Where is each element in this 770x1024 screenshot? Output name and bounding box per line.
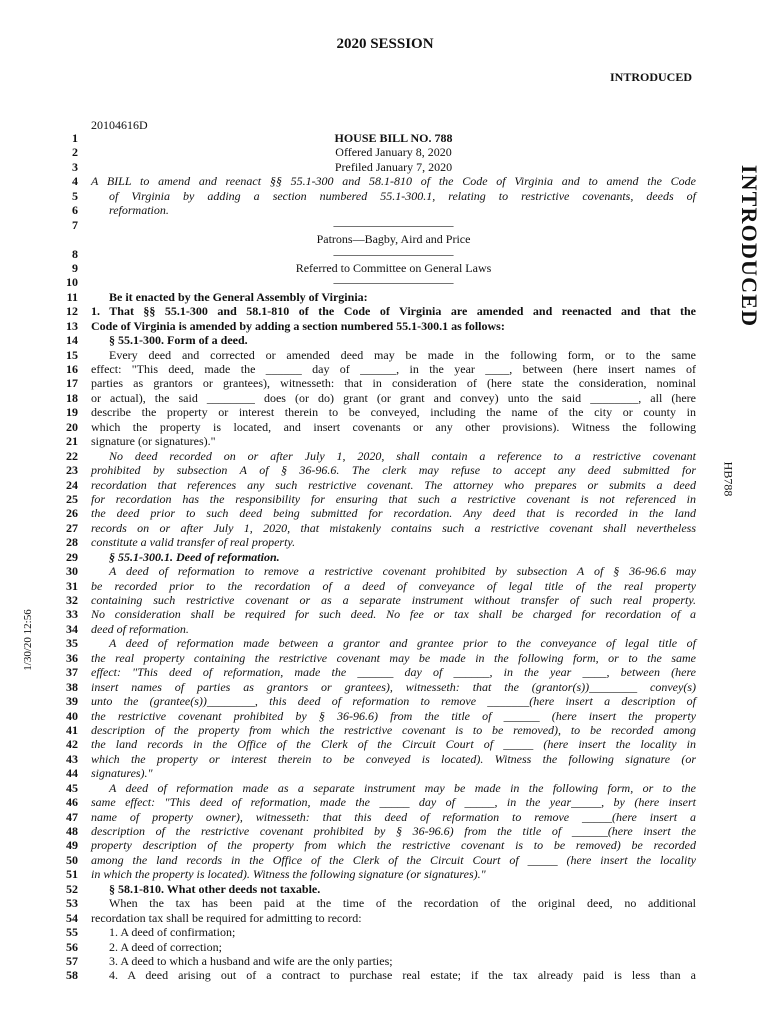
line-text: ——————————	[333, 246, 454, 261]
bill-text-body	[0, 131, 770, 983]
line-text: be recorded prior to the recordation of a deed of conveyance of legal title of the real property	[91, 578, 696, 593]
line-text: the restrictive covenant prohibited by § 36-96.6) from the title of ______ (here insert the property	[91, 708, 696, 723]
bill-line	[0, 247, 770, 261]
bill-line	[0, 680, 770, 694]
line-text: § 58.1-810. What other deeds not taxable.	[109, 881, 321, 896]
line-number: 7	[72, 217, 78, 232]
line-text: name of property owner), witnesseth: that this deed of reformation to remove _____(here insert a	[91, 809, 696, 824]
bill-line	[0, 275, 770, 289]
line-number: 39	[66, 694, 78, 709]
line-text: among the land records in the Office of the Clerk of the Circuit Court of _____ (here insert the locality	[91, 852, 696, 867]
bill-line	[0, 896, 770, 910]
line-number: 9	[72, 260, 78, 275]
line-number: 20	[66, 419, 78, 434]
line-number: 23	[66, 463, 78, 478]
bill-line	[0, 781, 770, 795]
line-number: 27	[66, 520, 78, 535]
bill-line	[0, 463, 770, 477]
bill-line	[0, 766, 770, 780]
line-text: constitute a valid transfer of real property.	[91, 535, 296, 550]
line-text: No deed recorded on or after July 1, 2020, shall contain a reference to a restrictive covenant	[109, 448, 696, 463]
line-number: 11	[66, 289, 78, 304]
line-text: Be it enacted by the General Assembly of Virginia:	[109, 289, 368, 304]
bill-line	[0, 838, 770, 852]
line-text: § 55.1-300. Form of a deed.	[109, 333, 248, 348]
line-number: 21	[66, 434, 78, 449]
bill-line	[0, 362, 770, 376]
bill-line	[0, 564, 770, 578]
bill-line	[0, 723, 770, 737]
bill-line	[0, 550, 770, 564]
bill-line	[0, 218, 770, 232]
line-text: 1. That §§ 55.1-300 and 58.1-810 of the Code of Virginia are amended and reenacted and that the	[91, 304, 696, 319]
line-number: 10	[66, 275, 78, 290]
line-number: 47	[66, 809, 78, 824]
line-text: recordation that references any such restrictive covenant. The attorney who prepares or submits a deed	[91, 477, 696, 492]
line-number: 55	[66, 925, 78, 940]
line-number: 13	[66, 318, 78, 333]
line-text: which the property is located, and insert covenants or any other provisions). Witness the following	[91, 419, 696, 434]
bill-line	[0, 954, 770, 968]
line-number: 51	[66, 867, 78, 882]
bill-reference-text: HB788	[721, 461, 736, 497]
bill-line	[0, 651, 770, 665]
line-text: recordation tax shall be required for admitting to record:	[91, 910, 362, 925]
line-text: same effect: "This deed of reformation, made the _____ day of _____, in the year_____, by (here insert	[91, 795, 696, 810]
bill-line	[0, 752, 770, 766]
line-text: Code of Virginia is amended by adding a section numbered 55.1-300.1 as follows:	[91, 318, 505, 333]
bill-line	[0, 492, 770, 506]
line-number: 25	[66, 491, 78, 506]
bill-line	[0, 131, 770, 145]
bill-line	[0, 737, 770, 751]
timestamp-text: 1/30/20 12:56	[22, 609, 34, 671]
bill-line	[0, 189, 770, 203]
line-text: description of the property from which the restrictive covenant is to be removed), to be recorded among	[91, 722, 696, 737]
line-number: 18	[66, 390, 78, 405]
line-text: or actual), the said ________ does (or do) grant (or grant and convey) unto the said ________, all (here	[91, 390, 696, 405]
line-number: 54	[66, 910, 78, 925]
line-text: Prefiled January 7, 2020	[334, 159, 453, 174]
bill-line	[0, 405, 770, 419]
line-text: ——————————	[333, 275, 454, 290]
vertical-status-text: INTRODUCED	[737, 164, 762, 328]
line-text: which the property or interest therein to be conveyed is located). Witness the following signature (or	[91, 751, 696, 766]
line-text: the land records in the Office of the Clerk of the Circuit Court of _____ (here insert the locality in	[91, 737, 696, 752]
bill-line	[0, 940, 770, 954]
line-text: description of the restrictive covenant prohibited by § 36-96.6) from the title of ______(here insert the	[91, 824, 696, 838]
line-text: A deed of reformation made between a grantor and grantee prior to the conveyance of legal title of	[109, 636, 696, 651]
line-number: 28	[66, 535, 78, 550]
line-number: 43	[66, 751, 78, 766]
line-number: 56	[66, 939, 78, 954]
bill-line	[0, 694, 770, 708]
line-number: 3	[72, 159, 78, 174]
line-text: property description of the property from which the restrictive covenant is to be removed) be recorded	[91, 838, 696, 853]
bill-line	[0, 145, 770, 159]
line-text: A deed of reformation to remove a restrictive covenant prohibited by subsection A of § 36-96.6 may	[109, 564, 696, 579]
line-number: 24	[66, 477, 78, 492]
line-number: 5	[72, 188, 78, 203]
line-number: 48	[66, 824, 78, 838]
line-text: signatures)."	[91, 766, 153, 781]
line-text: A deed of reformation made as a separate instrument may be made in the following form, or to the	[109, 780, 696, 795]
bill-line	[0, 319, 770, 333]
line-text: When the tax has been paid at the time of the recordation of the original deed, no additional	[109, 896, 696, 911]
line-number: 35	[66, 636, 78, 651]
bill-line	[0, 232, 770, 246]
bill-line	[0, 593, 770, 607]
bill-line	[0, 521, 770, 535]
line-text: ——————————	[333, 217, 454, 232]
line-number: 30	[66, 564, 78, 579]
bill-line	[0, 160, 770, 174]
line-number: 31	[66, 578, 78, 593]
line-text: 2. A deed of correction;	[109, 939, 222, 954]
bill-line	[0, 882, 770, 896]
bill-line	[0, 478, 770, 492]
bill-line	[0, 333, 770, 347]
bill-line	[0, 636, 770, 650]
bill-line	[0, 795, 770, 809]
line-number: 1	[72, 131, 78, 145]
line-number: 45	[66, 780, 78, 795]
bill-line	[0, 348, 770, 362]
line-text: parties as grantors or grantees), witnesseth: that in consideration of (here state the consideration, nominal	[91, 376, 696, 391]
line-text: reformation.	[109, 203, 169, 218]
bill-line	[0, 968, 770, 982]
line-number: 15	[66, 347, 78, 362]
line-number: 32	[66, 593, 78, 607]
line-number: 49	[66, 838, 78, 853]
line-text: effect: "This deed, made the ______ day of ______, in the year ____, between (here insert names of	[91, 362, 696, 376]
line-text: Patrons—Bagby, Aird and Price	[316, 232, 471, 247]
line-text: No consideration shall be required for such deed. No fee or tax shall be charged for recordation of a	[91, 607, 696, 622]
bill-line	[0, 622, 770, 636]
status-label: INTRODUCED	[609, 70, 692, 84]
line-text: the real property containing the restrictive covenant may be made in the following form, or to the same	[91, 650, 696, 665]
bill-line	[0, 376, 770, 390]
line-number: 41	[66, 722, 78, 737]
bill-line	[0, 290, 770, 304]
bill-line	[0, 853, 770, 867]
bill-line	[0, 391, 770, 405]
line-text: 3. A deed to which a husband and wife are the only parties;	[109, 953, 393, 968]
line-text: Referred to Committee on General Laws	[295, 260, 492, 275]
line-text: insert names of parties as grantors or grantees), witnesseth: that the (grantor(s))________ convey(s)	[91, 679, 696, 694]
document-id: 20104616D	[91, 118, 148, 132]
line-text: of Virginia by adding a section numbered 55.1-300.1, relating to restrictive covenants, deeds of	[109, 188, 696, 203]
bill-line	[0, 579, 770, 593]
line-number: 38	[66, 679, 78, 694]
line-number: 26	[66, 506, 78, 521]
line-number: 16	[66, 362, 78, 376]
line-number: 42	[66, 737, 78, 752]
line-text: effect: "This deed of reformation, made the ______ day of ______, in the year ____, between (here	[91, 665, 696, 680]
line-number: 8	[72, 246, 78, 261]
line-number: 57	[66, 953, 78, 968]
line-number: 52	[66, 881, 78, 896]
line-text: signature (or signatures)."	[91, 434, 216, 449]
line-number: 19	[66, 405, 78, 420]
line-text: containing such restrictive covenant or as a separate instrument without transfer of such real property.	[91, 593, 696, 607]
line-number: 14	[66, 333, 78, 348]
line-text: Every deed and corrected or amended deed may be made in the following form, or to the same	[109, 347, 696, 362]
bill-line	[0, 535, 770, 549]
line-number: 17	[66, 376, 78, 391]
bill-line	[0, 506, 770, 520]
line-text: HOUSE BILL NO. 788	[334, 131, 453, 145]
line-text: records on or after July 1, 2020, that mistakenly contains such a restrictive covenant shall nevertheless	[91, 520, 696, 535]
bill-line	[0, 174, 770, 188]
bill-line	[0, 925, 770, 939]
line-number: 46	[66, 795, 78, 810]
line-number: 4	[72, 174, 78, 189]
bill-line	[0, 867, 770, 881]
line-text: 4. A deed arising out of a contract to purchase real estate; if the tax already paid is less than a	[109, 968, 696, 983]
bill-line	[0, 449, 770, 463]
bill-line	[0, 420, 770, 434]
bill-line	[0, 261, 770, 275]
line-number: 58	[66, 968, 78, 983]
line-number: 53	[66, 896, 78, 911]
line-number: 33	[66, 607, 78, 622]
bill-line	[0, 203, 770, 217]
line-text: 1. A deed of confirmation;	[109, 925, 236, 940]
bill-line	[0, 304, 770, 318]
line-number: 40	[66, 708, 78, 723]
bill-line	[0, 665, 770, 679]
line-text: in which the property is located). Witness the following signature (or signatures)."	[91, 867, 486, 882]
line-number: 44	[66, 766, 78, 781]
session-heading: 2020 SESSION	[336, 36, 434, 52]
line-number: 12	[66, 304, 78, 319]
line-number: 6	[72, 203, 78, 218]
bill-line	[0, 911, 770, 925]
bill-line	[0, 607, 770, 621]
line-text: for recordation has the responsibility for ensuring that such a restrictive covenant is not referenced in	[91, 491, 696, 506]
line-number: 22	[66, 448, 78, 463]
line-number: 2	[72, 145, 78, 160]
line-text: describe the property or interest therein to be conveyed, including the name of the city or county in	[91, 405, 696, 420]
line-number: 50	[66, 852, 78, 867]
line-text: Offered January 8, 2020	[335, 145, 452, 160]
bill-line	[0, 824, 770, 838]
bill-line	[0, 810, 770, 824]
bill-line	[0, 434, 770, 448]
line-number: 29	[66, 549, 78, 564]
line-number: 36	[66, 650, 78, 665]
line-text: A BILL to amend and reenact §§ 55.1-300 and 58.1-810 of the Code of Virginia and to amend the Code	[91, 174, 696, 189]
line-text: prohibited by subsection A of § 36-96.6. The clerk may refuse to accept any deed submitted for	[91, 463, 696, 478]
line-text: deed of reformation.	[91, 621, 189, 636]
line-text: unto the (grantee(s))________, this deed of reformation to remove _______(here insert a description of	[91, 694, 696, 709]
line-text: § 55.1-300.1. Deed of reformation.	[109, 549, 280, 564]
line-number: 37	[66, 665, 78, 680]
bill-line	[0, 709, 770, 723]
line-number: 34	[66, 621, 78, 636]
line-text: the deed prior to such deed being submitted for recordation. Any deed that is recorded in the land	[91, 506, 696, 521]
